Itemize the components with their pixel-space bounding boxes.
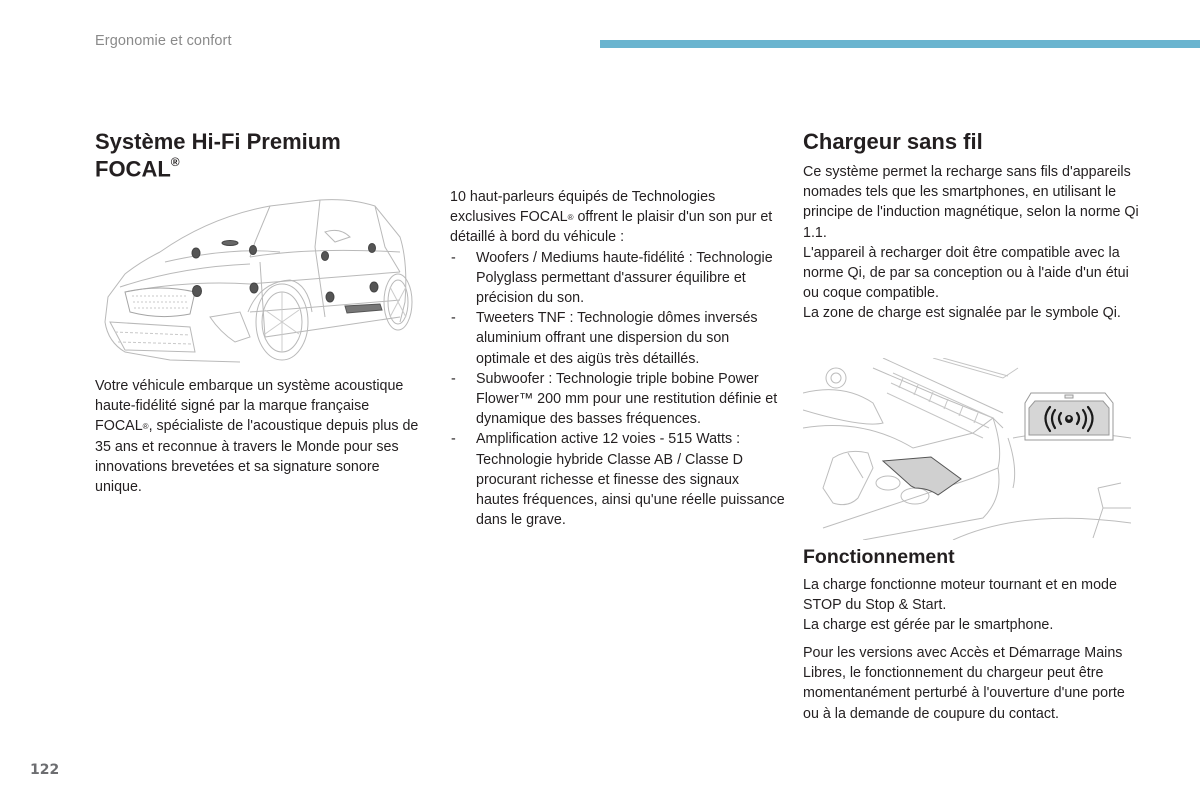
hifi-title-line1: Système Hi-Fi Premium — [95, 129, 341, 154]
charger-intro: Ce système permet la recharge sans fils d'appareils nomades tels que les smartphones, en utilisant le principe de l'induction magnétique, selon la norme Qi 1.1. — [803, 164, 1139, 241]
hifi-features-block — [450, 187, 785, 530]
registered-mark: ® — [142, 422, 149, 432]
registered-mark: ® — [567, 213, 574, 223]
registered-mark: ® — [170, 155, 180, 169]
feature-item-subwoofer: - Subwoofer : Technologie triple bobine Power Flower™ 200 mm pour une restitution définie et dynamique des basses fréquences. — [451, 370, 778, 428]
operation-paragraph-1: La charge fonctionne moteur tournant et en mode STOP du Stop & Start. La charge est gérée par le smartphone. — [803, 577, 1117, 634]
page-number: 122 — [30, 762, 60, 778]
car-speakers-illustration — [100, 192, 415, 370]
charger-zone: La zone de charge est signalée par le symbole Qi. — [803, 305, 1121, 322]
hifi-title-line2: FOCAL — [95, 156, 171, 182]
features-intro: 10 haut-parleurs équipés de Technologies exclusives FOCAL® offrent le plaisir d'un son pur et détaillé à bord du véhicule : — [450, 189, 773, 246]
feature-item-woofers: - Woofers / Mediums haute-fidélité : Technologie Polyglass permettant d'assurer équilibre et précision du son. — [451, 249, 773, 307]
charger-section-title: Chargeur sans fil — [803, 129, 983, 154]
charger-description — [803, 162, 1143, 324]
hifi-intro-paragraph: Votre véhicule embarque un système acoustique haute-fidélité signé par la marque française FOCAL®, spécialiste de l'acoustique depuis plus de 35 ans et reconnue à travers le Monde pour ses innovations brevetées et sa signature sonore unique. — [95, 378, 419, 496]
charger-compatibility: L'appareil à recharger doit être compatible avec la norme Qi, de par sa conception ou à l'aide d'un étui ou coque compatible. — [803, 244, 1129, 302]
operation-subtitle: Fonctionnement — [803, 546, 955, 568]
hifi-section-title — [95, 130, 341, 180]
header-accent-bar — [600, 40, 1200, 48]
running-header: Ergonomie et confort — [95, 33, 232, 49]
operation-paragraph-2: Pour les versions avec Accès et Démarrage Mains Libres, le fonctionnement du chargeur peut être momentanément perturbé à l'ouverture d'une porte ou à la demande de coupure du contact. — [803, 645, 1125, 722]
speaker-features-list — [450, 248, 785, 531]
console-charger-illustration — [803, 358, 1131, 540]
feature-item-amplification: - Amplification active 12 voies - 515 Watts : Technologie hybride Classe AB / Classe D procurant richesse et finesse des signaux hautes fréquences, ainsi qu'une réelle puissance dans le grave. — [451, 431, 785, 529]
feature-item-tweeters: - Tweeters TNF : Technologie dômes inversés aluminium offrant une dispersion du son optimale et des aigüs très détaillés. — [451, 310, 758, 367]
